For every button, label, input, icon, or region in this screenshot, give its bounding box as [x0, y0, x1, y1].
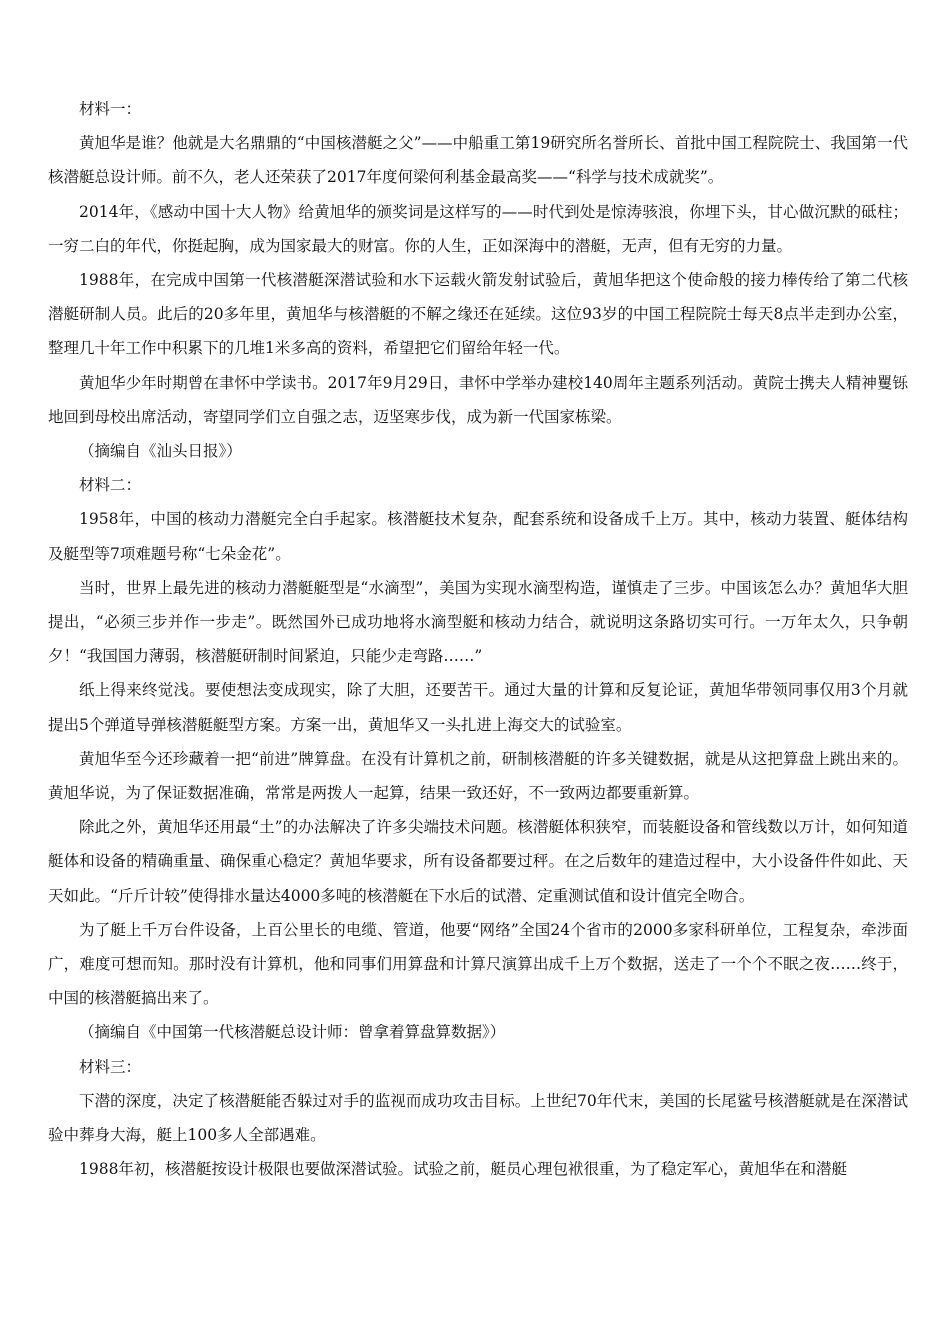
paragraph: 1988年初，核潜艇按设计极限也要做深潜试验。试验之前，艇员心理包袱很重，为了稳定军心，黄旭华在和潜艇: [79, 1160, 847, 1179]
paragraph: 为了艇上千万台件设备，上百公里长的电缆、管道，他要“网络”全国24个省市的2000多家科研单位，工程复杂，牵涉面广，难度可想而知。那时没有计算机，他和同事们用算盘和计算尺演算出成千上万个数据，送走了一个个不眠之夜……终于，中国的核潜艇搞出来了。: [48, 920, 908, 1008]
source-citation: （摘编自《汕头日报》）: [79, 442, 242, 461]
paragraph: 下潜的深度，决定了核潜艇能否躲过对手的监视而成功攻击目标。上世纪70年代末，美国的长尾鲨号核潜艇就是在深潜试验中葬身大海，艇上100多人全部遇难。: [48, 1091, 908, 1145]
paragraph: 黄旭华是谁？他就是大名鼎鼎的“中国核潜艇之父”——中船重工第19研究所名誉所长、首批中国工程院院士、我国第一代核潜艇总设计师。前不久，老人还荣获了2017年度何梁何利基金最高奖——“科学与技术成就奖”。: [48, 134, 908, 187]
section-heading-material-3: 材料三：: [79, 1057, 142, 1076]
paragraph: 2014年，《感动中国十大人物》给黄旭华的颁奖词是这样写的——时代到处是惊涛骇浪，你埋下头，甘心做沉默的砥柱；一穷二白的年代，你挺起胸，成为国家最大的财富。你的人生，正如深海中的潜艇，无声，但有无穷的力量。: [48, 202, 908, 255]
paragraph: 纸上得来终觉浅。要使想法变成现实，除了大胆，还要苦干。通过大量的计算和反复论证，黄旭华带领同事仅用3个月就提出5个弹道导弹核潜艇艇型方案。方案一出，黄旭华又一头扎进上海交大的试验室。: [48, 681, 908, 734]
paragraph: 1988年，在完成中国第一代核潜艇深潜试验和水下运载火箭发射试验后，黄旭华把这个使命般的接力棒传给了第二代核潜艇研制人员。此后的20多年里，黄旭华与核潜艇的不解之缘还在延续。这位93岁的中国工程院院士每天8点半走到办公室，整理几十年工作中积累下的几堆1米多高的资料，希望把它们留给年轻一代。: [48, 271, 908, 358]
document-body: [48, 92, 908, 1187]
paragraph: 1958年，中国的核动力潜艇完全白手起家。核潜艇技术复杂，配套系统和设备成千上万。其中，核动力装置、艇体结构及艇型等7项难题号称“七朵金花”。: [48, 510, 908, 563]
source-citation: （摘编自《中国第一代核潜艇总设计师：曾拿着算盘算数据》）: [79, 1023, 506, 1042]
section-heading-material-2: 材料二：: [79, 476, 142, 495]
paragraph: 黄旭华至今还珍藏着一把“前进”牌算盘。在没有计算机之前，研制核潜艇的许多关键数据，就是从这把算盘上跳出来的。黄旭华说，为了保证数据准确，常常是两拨人一起算，结果一致还好，不一致两边都要重新算。: [48, 749, 908, 803]
paragraph: 黄旭华少年时期曾在聿怀中学读书。2017年9月29日，聿怀中学举办建校140周年主题系列活动。黄院士携夫人精神矍铄地回到母校出席活动，寄望同学们立自强之志，迈坚寒步伐，成为新一代国家栋梁。: [48, 373, 908, 426]
section-heading-material-1: 材料一：: [79, 100, 142, 118]
paragraph: 当时，世界上最先进的核动力潜艇艇型是“水滴型”，美国为实现水滴型构造，谨慎走了三步。中国该怎么办？黄旭华大胆提出，“必须三步并作一步走”。既然国外已成功地将水滴型艇和核动力结合，就说明这条路切实可行。一万年太久，只争朝夕！“我国国力薄弱，核潜艇研制时间紧迫，只能少走弯路……”: [48, 578, 908, 666]
paragraph: 除此之外，黄旭华还用最“土”的办法解决了许多尖端技术问题。核潜艇体积狭窄，而装艇设备和管线数以万计，如何知道艇体和设备的精确重量、确保重心稳定？黄旭华要求，所有设备都要过秤。在之后数年的建造过程中，大小设备件件如此、天天如此。“斤斤计较”使得排水量达4000多吨的核潜艇在下水后的试潜、定重测试值和设计值完全吻合。: [48, 818, 908, 905]
